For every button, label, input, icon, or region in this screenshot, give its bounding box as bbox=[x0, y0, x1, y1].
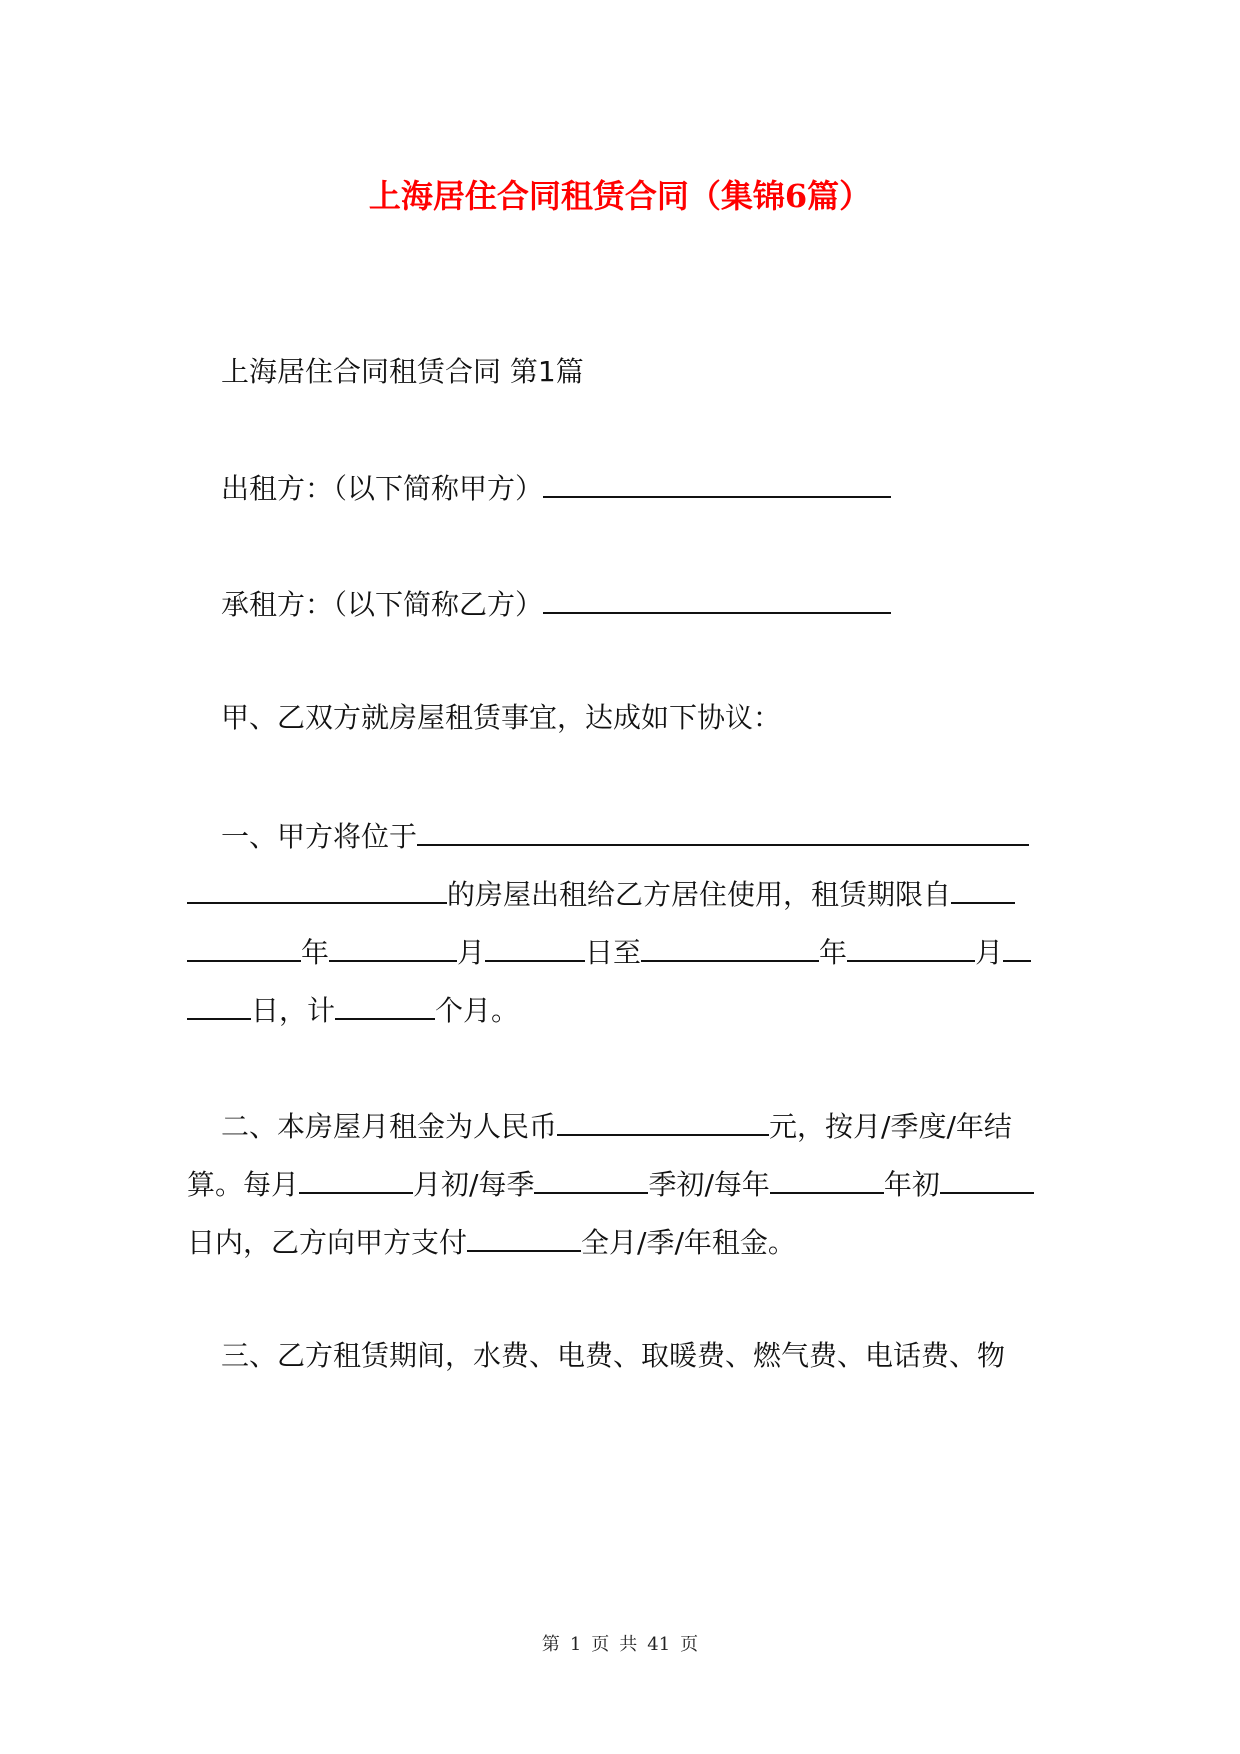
clause2-text-c: 算。每月 bbox=[187, 1168, 300, 1201]
clause1-text-a: 一、甲方将位于 bbox=[221, 820, 418, 853]
start-month-blank bbox=[329, 930, 457, 962]
months-count-blank bbox=[335, 988, 435, 1020]
page-footer bbox=[0, 1630, 1240, 1656]
agreement-intro: 甲、乙双方就房屋租赁事宜，达成如下协议： bbox=[221, 701, 782, 734]
lessee-label: 承租方：（以下简称乙方） bbox=[221, 588, 544, 621]
clause2-text-d: 月初/每季 bbox=[413, 1168, 535, 1201]
clause1-line1 bbox=[221, 814, 1029, 857]
rent-amount-blank bbox=[557, 1104, 769, 1136]
total-pages-number: 41 bbox=[647, 1634, 671, 1655]
month-label-1: 月 bbox=[457, 936, 486, 969]
monthly-blank bbox=[299, 1162, 413, 1194]
address-blank-cont bbox=[187, 872, 447, 904]
lessor-label: 出租方：（以下简称甲方） bbox=[221, 472, 544, 505]
clause1-line4 bbox=[187, 988, 519, 1031]
end-month-blank bbox=[847, 930, 975, 962]
address-blank bbox=[417, 814, 1029, 846]
yearly-blank bbox=[770, 1162, 884, 1194]
clause2-line1 bbox=[221, 1104, 1012, 1147]
footer-word-gong: 共 bbox=[619, 1634, 638, 1655]
start-day-blank bbox=[485, 930, 585, 962]
quarterly-blank bbox=[534, 1162, 648, 1194]
day-to-label: 日至 bbox=[585, 936, 642, 969]
lessee-blank bbox=[543, 582, 891, 614]
lessee-line bbox=[221, 582, 891, 625]
clause1-text-b: 的房屋出租给乙方居住使用，租赁期限自 bbox=[447, 878, 952, 911]
end-year-blank bbox=[641, 930, 819, 962]
start-year-blank bbox=[951, 872, 1015, 904]
end-day-blank bbox=[1003, 930, 1031, 962]
current-page-number: 1 bbox=[569, 1634, 582, 1655]
month-label-2: 月 bbox=[975, 936, 1004, 969]
clause3-line1: 三、乙方租赁期间，水费、电费、取暖费、燃气费、电话费、物 bbox=[221, 1339, 1006, 1372]
document-title: 上海居住合同租赁合同（集锦6篇） bbox=[368, 177, 872, 215]
days-blank bbox=[940, 1162, 1034, 1194]
clause2-text-h: 全月/季/年租金。 bbox=[581, 1226, 796, 1259]
clause2-text-g: 日内，乙方向甲方支付 bbox=[187, 1226, 468, 1259]
clause2-line3 bbox=[187, 1220, 796, 1263]
day-total-label: 日，计 bbox=[251, 994, 336, 1027]
start-year-blank-cont bbox=[187, 930, 301, 962]
clause2-text-e: 季初/每年 bbox=[648, 1168, 770, 1201]
clause1-line3 bbox=[187, 930, 1031, 973]
section-heading: 上海居住合同租赁合同 第1篇 bbox=[221, 355, 584, 388]
footer-word-di: 第 bbox=[541, 1634, 560, 1655]
footer-word-ye: 页 bbox=[591, 1634, 610, 1655]
clause2-text-a: 二、本房屋月租金为人民币 bbox=[221, 1110, 558, 1143]
lessor-blank bbox=[543, 466, 891, 498]
payment-blank bbox=[467, 1220, 581, 1252]
year-label-1: 年 bbox=[301, 936, 330, 969]
months-label: 个月。 bbox=[435, 994, 520, 1027]
footer-word-ye-2: 页 bbox=[680, 1634, 699, 1655]
clause1-line2 bbox=[187, 872, 1015, 915]
clause2-line2 bbox=[187, 1162, 1034, 1205]
clause2-text-b: 元，按月/季度/年结 bbox=[769, 1110, 1012, 1143]
clause2-text-f: 年初 bbox=[883, 1168, 940, 1201]
year-label-2: 年 bbox=[819, 936, 848, 969]
lessor-line bbox=[221, 466, 891, 509]
end-day-blank-cont bbox=[187, 988, 251, 1020]
